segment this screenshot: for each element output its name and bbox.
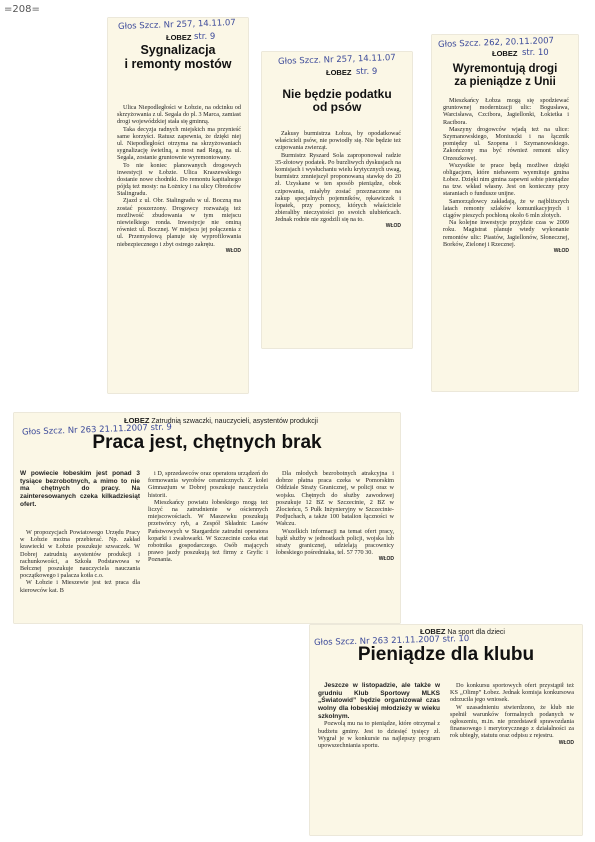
article-body: Mieszkańcy Łobza mogą się spodziewać gruntownej modernizacji ulic: Bogusława, Warcisława, Czcibora, Jagiellonki, Łokietka i Racibora. Maszyny drogowców wjadą też na ulice: Szymanowskiego, Moniuszki i na łącznik pomiędzy ul. Szopena i Szymanowskiego. Zakończony ma być również remont ulicy Orzeszkowej. Wszystkie te prace będą możliwe dzięki obligacjom, które niebawem wyemituje gmina Łobez. Dzięki nim gmina zapewni sobie pieniądze na tzw. wkład własny. Jest on konieczny przy staraniach o fundusze unijne. Samorządowcy zakładają, że w najbliższych latach remonty szlaków komunikacyjnych i ciągów pieszych pochłoną około 6 mln złotych. Na kolejne inwestycje przyjdzie czas w 2009 roku. Magistrat planuje wtedy wykonanie remontów ulic: Piastów, Jagiellonów, Słonecznej, Borków, Zielonej i Rzecznej. WŁOD xyxy=(443,97,569,254)
author-signature: WŁOD xyxy=(385,223,401,230)
handwritten-source-note: Głos Szcz. 262, 20.11.2007 xyxy=(437,35,555,51)
handwritten-source-note: Głos Szcz. Nr 263 21.11.2007 str. 10 xyxy=(313,633,470,649)
handwritten-source-note: Głos Szcz. Nr 257, 14.11.07 xyxy=(277,52,396,68)
article-column-2: Do konkursu sportowych ofert przystąpił też KS „Olimp” Łobez. Jednak komisja konkursowa odrzuciła jego wniosek. W uzasadnieniu stwierdzono, że klub nie spełnił warunków formalnych podanych w ogłoszeniu, m.in. nie przedstawił sprawozdania finansowego i merytorycznego z działalności za rok ubiegły, statutu oraz odpisu z rejestru. WŁOD xyxy=(450,682,574,746)
handwritten-page-note: str. 9 xyxy=(194,32,216,42)
article-column-1: W propozycjach Powiatowego Urzędu Pracy w Łobzie można przebierać. Np. zakład krawiecki w Łobzie poszukuje szwaczek. W Dobrej zatrudnią asystentów produkcji i rachunkowości, a Szkoła Podstawowa w Bełcznej poszukuje nauczyciela nauczania początkowego i palacza kotła c.o. W Łobzie i Mieszewie jest też praca dla kierowców kat. B xyxy=(20,529,140,594)
clipping-praca xyxy=(14,413,400,623)
article-column-3: Dla młodych bezrobotnych atrakcyjna i dobrze płatna praca czeka w Pomorskim Oddziale Straży Granicznej, w policji oraz w wojsku. Chętnych do służby zawodowej poszukuje 12 BZ w Szczecinie, 2 BZ w Złocieńcu, 5 Pułk Inżynieryjny w Szczecinie-Podjuchach, a także 100 batalion łączności w Wałczu. Wszelkich informacji na temat ofert pracy, bądź służby w jednostkach policji, wojska lub straży granicznej, udzielają pracownicy łobeskiego pośredniaka, tel. 57 770 30. WŁOD xyxy=(276,470,394,563)
article-title: Sygnalizacja i remonty mostów xyxy=(124,43,232,71)
clipping-signalizacja xyxy=(108,18,248,393)
clipping-klub xyxy=(310,625,582,835)
page-number: =208= xyxy=(4,4,40,15)
clipping-drogi xyxy=(432,35,578,391)
article-title: Pieniądze dla klubu xyxy=(357,644,535,665)
handwritten-page-note: str. 10 xyxy=(522,48,549,58)
article-body: Ulica Niepodległości w Łobzie, na odcinku od skrzyżowania z ul. Segala do pl. 3 Marca, zamiast drogi wojewódzkiej stała się gminną. Taka decyzja radnych miejskich ma przynieść same korzyści. Ratusz zapewnia, że dzięki niej ul. Niepodległości otrzyma na skrzyżowaniach sygnalizację świetlną, a most nad Regą, na ul. Segala, zostanie gruntownie wyremontowany. To nie koniec planowanych drogowych inwestycji w Łobzie. Ulica Kraszewskiego dostanie nowe chodniki. Do remontu kapitalnego pójdą też mosty: na Łożnicy i na ulicy Obrońców Stalingradu. Zjazd z ul. Obr. Stalingradu w ul. Boczną ma zostać poszerzony. Drogowcy rozważają też możliwość zbudowania w tym miejscu niewielkiego ronda. Inwestycje nie ominą również ul. Bocznej. W miejscu jej połączenia z ul. Przemysłową planuje się wyprofilowania niebezpiecznego i zbyt ostrego zakrętu. WŁOD xyxy=(117,104,241,254)
author-signature: WŁOD xyxy=(553,247,569,254)
article-title: Nie będzie podatku od psów xyxy=(282,87,392,115)
handwritten-source-note: Głos Szcz. Nr 257, 14.11.07 xyxy=(117,17,236,33)
author-signature: WŁOD xyxy=(558,739,574,746)
author-signature: WŁOD xyxy=(378,556,394,563)
author-signature: WŁOD xyxy=(225,247,241,254)
section-label: ŁOBEZ xyxy=(166,33,192,42)
article-body: Zakusy burmistrza Łobza, by opodatkować właścicieli psów, nie powiodły się. Nie będzie też czipowania zwierząt. Burmistrz Ryszard Sola zaproponował radzie 35-złotowy podatek. Po burzliwych dyskusjach na komisjach i wysłuchaniu wielu krytycznych uwag, burmistrz zmniejszył proponowaną stawkę do 20 zł. Uzyskane w ten sposób pieniądze, obok czipowania, miałyby zostać przeznaczone na zakup specjalnych pojemników, rękawiczek i łopatek, przy pomocy, których właściciele zbieraliby nieczystości po swoich ulubieńcach. Jednak rodnie nie zgodzili się na to. WŁOD xyxy=(275,130,401,230)
article-column-1: Jeszcze w listopadzie, ale także w grudniu Klub Sportowy MLKS „Światowid” będzie organizował czas wolny dla łobeskiej młodzieży w wieku szkolnym. Pozwolą mu na to pieniądze, które otrzymał z budżetu gminy. Jest to dziesięć tysięcy zł. Wygrał je w konkursie na najlepszy program upowszechniania sportu. xyxy=(318,682,440,750)
handwritten-source-note: Głos Szcz. Nr 263 21.11.2007 str. 9 xyxy=(21,422,173,438)
clipping-podatek xyxy=(262,52,412,348)
article-title: Wyremontują drogi za pieniądze z Unii xyxy=(452,63,558,88)
handwritten-page-note: str. 9 xyxy=(356,67,378,77)
section-label: ŁOBEZ xyxy=(326,68,352,77)
article-column-2: i D, sprzedawców oraz operatora urządzeń do formowania wyrobów ceramicznych. Z kolei Gimnazjum w Dobrej poszukuje nauczyciela historii. Mieszkańcy powiatu łobeskiego mogą też liczyć na zatrudnienie w ościennych miejscowościach. W Maszewku poszukują przetwórcy ryb, a Zespół Składnic Lasów Państwowych w Stargardzie zatrudni operatora koparki i zwałowarki. W Szczecinie czeka etat robotnika gospodarczego. Osób mających prawo jazdy poszukują też firmy z Gryfic i Poznania. xyxy=(148,470,268,564)
article-title: Praca jest, chętnych brak xyxy=(92,432,322,453)
article-lead: W powiecie łobeskim jest ponad 3 tysiące bezrobotnych, a mimo to nie ma chętnych do pracy. Na zainteresowanych czeka kilkadziesiąt ofert. xyxy=(20,470,140,508)
category-line: ŁOBEZ Na sport dla dzieci xyxy=(420,627,505,636)
category-line: ŁOBEZ Zatrudnią szwaczki, nauczycieli, asystentów produkcji xyxy=(124,416,318,425)
section-label: ŁOBEZ xyxy=(492,49,518,58)
